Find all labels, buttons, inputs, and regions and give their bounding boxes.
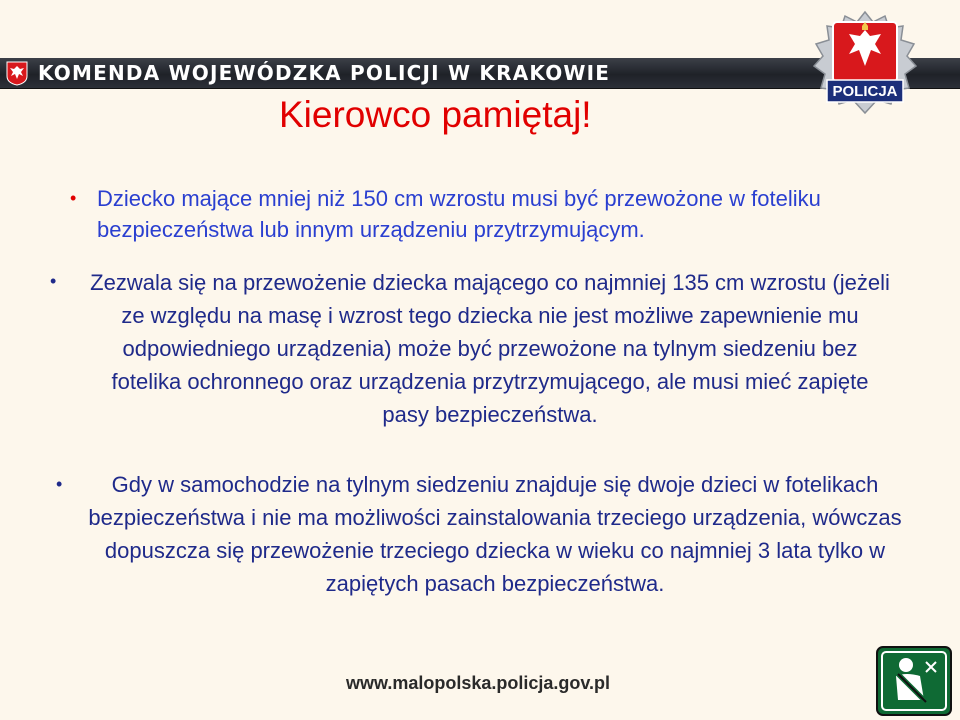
header-title: KOMENDA WOJEWÓDZKA POLICJI W KRAKOWIE: [38, 61, 611, 85]
police-badge-icon: [813, 10, 917, 115]
bullet-marker: •: [70, 188, 77, 208]
seatbelt-sign-icon: [876, 646, 952, 716]
slide-title: Kierowco pamiętaj!: [279, 94, 592, 135]
badge-label: POLICJA: [832, 83, 898, 100]
bullet-marker: •: [50, 271, 57, 291]
footer-url[interactable]: www.malopolska.policja.gov.pl: [346, 673, 611, 693]
bullet-marker: •: [56, 474, 63, 494]
bullet-text-1: Dziecko mające mniej niż 150 cm wzrostu musi być przewożone w foteliku bezpieczeństwa lub innym urządzeniu przytrzymującym.: [97, 186, 821, 242]
eagle-emblem-icon: [5, 60, 29, 86]
bullet-text-3: Gdy w samochodzie na tylnym siedzeniu znajduje się dwoje dzieci w fotelikach bezpieczeństwa i nie ma możliwości zainstalowania trzeciego urządzenia, wówczas dopuszcza się przewożenie trzeciego dziecka w wieku co najmniej 3 lata tylko w zapiętych pasach bezpieczeństwa.: [88, 472, 902, 596]
bullet-text-2: Zezwala się na przewożenie dziecka mającego co najmniej 135 cm wzrostu (jeżeli ze względu na masę i wzrost tego dziecka nie jest możliwe zapewnienie mu odpowiedniego urządzenia) może być przewożone na tylnym siedzeniu bez fotelika ochronnego oraz urządzenia przytrzymującego, ale musi mieć zapięte pasy bezpieczeństwa.: [90, 270, 890, 427]
